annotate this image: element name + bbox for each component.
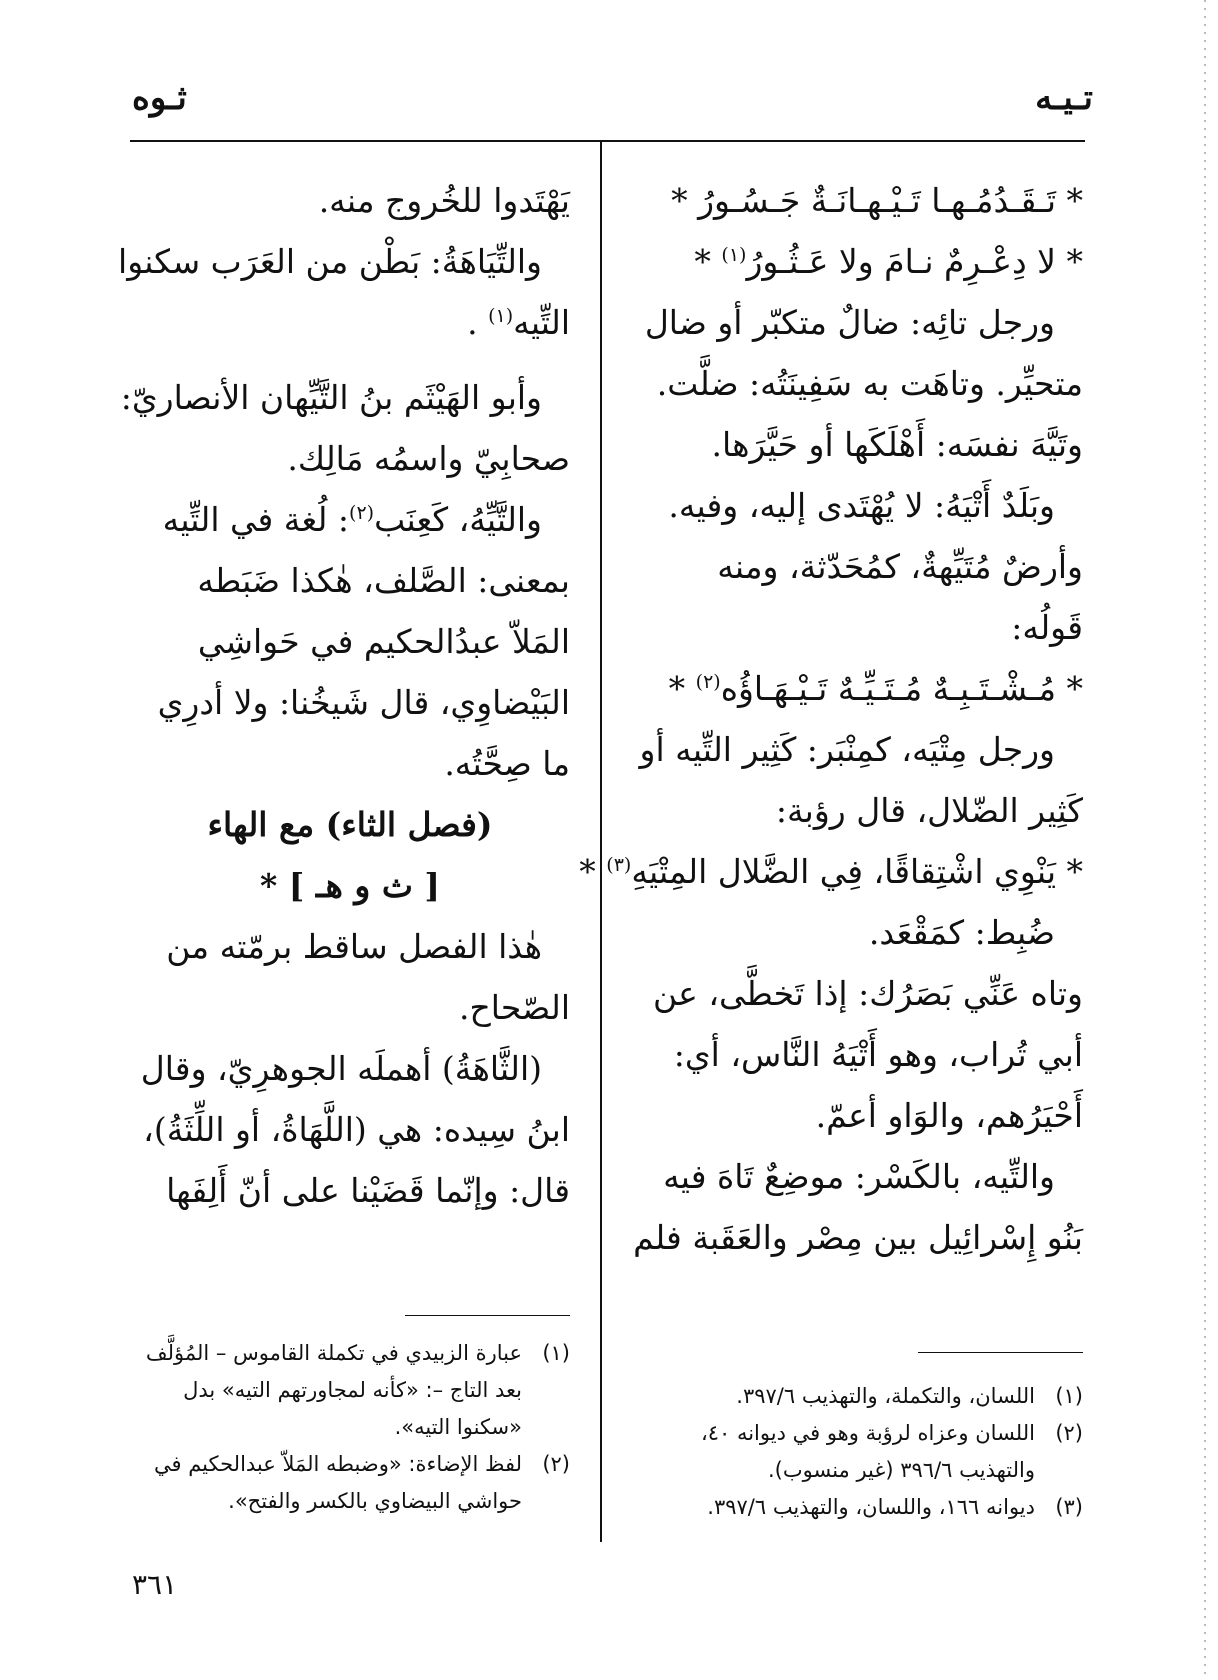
- footnote-ref: (٣): [606, 854, 632, 876]
- text-line: قَولُه:: [1011, 608, 1083, 647]
- text-line: المَلاّ عبدُالحكيم في حَواشِي: [197, 622, 570, 661]
- text-line: أبي تُراب، وهو أَتْيَهُ النَّاس، أي:: [673, 1035, 1083, 1074]
- verse-line: * لا دِعْـرِمٌ نـامَ ولا عَـثُـورُ$^{(١)}$ *: [694, 242, 1083, 281]
- text-line: والتَّيِّهُ، كَعِنَب$^{(٢)}$: لُغة في التِّيه: [162, 500, 542, 539]
- text-line: وأبو الهَيْثَم بنُ التَّيِّهان الأنصاريّ:: [120, 378, 542, 417]
- footnotes-left: [130, 1335, 570, 1520]
- text-line: يَهْتَدوا للخُروج منه.: [318, 181, 570, 220]
- text-line: متحيِّر. وتاهَت به سَفِينَتُه: ضلَّت.: [656, 364, 1083, 403]
- text-line: الصّحاح.: [459, 988, 570, 1027]
- text-line: ابنُ سِيده: هي (اللَّهَاةُ، أو اللِّثَةُ)،: [143, 1110, 570, 1149]
- page-number: ٣٦١: [132, 1568, 178, 1601]
- header-rule: [130, 140, 1085, 142]
- text-line: وأرضٌ مُتَيِّهةٌ، كمُحَدّثة، ومنه: [717, 547, 1083, 586]
- footnote-ref: (٢): [695, 671, 721, 693]
- text-line: أَحْيَرُهم، والوَاو أعمّ.: [815, 1096, 1083, 1135]
- footnote-ref: (٢): [349, 502, 375, 524]
- entry-heading: [ ث و هـ ] *: [259, 866, 440, 905]
- section-heading: (فصل الثاء) مع الهاء: [207, 805, 493, 844]
- footnote-rule-right: [918, 1352, 1083, 1353]
- text-line: وبَلَدٌ أَتْيَهُ: لا يُهْتَدى إليه، وفيه.: [668, 486, 1055, 525]
- running-header-right: تـيـه: [1035, 78, 1093, 118]
- text-line: ورجل مِتْيَه، كمِنْبَر: كَثِير التِّيه أو: [639, 730, 1055, 769]
- running-header-left: ثـوه: [132, 78, 187, 118]
- text-line: كَثِير الضّلال، قال رؤبة:: [775, 791, 1083, 830]
- text-line: ما صِحَّتُه.: [444, 744, 570, 783]
- text-line: البَيْضاوِي، قال شَيخُنا: ولا أدرِي: [157, 683, 570, 722]
- footnote-ref: (١): [721, 244, 747, 266]
- footnotes-right: [628, 1378, 1083, 1526]
- footnote: (١) اللسان، والتكملة، والتهذيب ٣٩٧/٦.: [736, 1384, 1083, 1408]
- text-line: وتَيَّهَ نفسَه: أَهْلَكَها أو حَيَّرَها.: [711, 425, 1083, 464]
- text-line: ورجل تائِه: ضالٌ متكبّر أو ضال: [644, 303, 1055, 342]
- right-column: [579, 170, 1083, 1268]
- text-line: قال: وإنّما قَضَيْنا على أنّ أَلِفَها: [166, 1171, 570, 1210]
- text-line: وتاه عَنِّي بَصَرُك: إذا تَخطَّى، عن: [653, 974, 1083, 1013]
- left-column: [118, 170, 570, 1221]
- text-line: بَنُو إِسْرائِيل بين مِصْر والعَقَبة فلم: [633, 1218, 1083, 1257]
- footnote-ref: (١): [488, 305, 514, 327]
- text-line: بمعنى: الصَّلف، هٰكذا ضَبَطه: [197, 561, 570, 600]
- text-line: (الثَّاهَةُ) أهملَه الجوهرِيّ، وقال: [140, 1049, 542, 1088]
- footnote: (٣) ديوانه ١٦٦، واللسان، والتهذيب ٣٩٧/٦.: [707, 1495, 1083, 1519]
- verse-line: * مُـشْـتَـبِـهٌ مُـتَـيِّـهٌ تَـيْـهَـاؤُه$^{(٢)}$ *: [668, 669, 1083, 708]
- footnote-rule-left: [405, 1315, 570, 1316]
- text-line: التِّيه$^{(١)}$ .: [467, 303, 570, 342]
- text-line: هٰذا الفصل ساقط برمّته من: [166, 927, 542, 966]
- verse-line: * تَـقَـدُمُـهـا تَـيْـهـانَـةٌ جَـسُـورُ *: [671, 181, 1083, 220]
- footnote: (١) عبارة الزبيدي في تكملة القاموس – المُؤلَّف بعد التاج –: «كأنه لمجاورتهم التيه» بدل «سكنوا التيه».: [145, 1341, 570, 1439]
- footnote: (٢) لفظ الإضاءة: «وضبطه المَلاّ عبدالحكيم في حواشي البيضاوي بالكسر والفتح».: [153, 1452, 570, 1513]
- text-line: ضُبِط: كمَقْعَد.: [868, 913, 1055, 952]
- text-line: والتِّيه، بالكَسْر: موضِعٌ تَاهَ فيه: [663, 1157, 1055, 1196]
- scan-edge-dots: [1204, 0, 1206, 1680]
- footnote: (٢) اللسان وعزاه لرؤبة وهو في ديوانه ٤٠، والتهذيب ٣٩٦/٦ (غير منسوب).: [700, 1421, 1083, 1482]
- verse-line: * يَنْوِي اشْتِقاقًا، فِي الضَّلال المِتْيَهِ$^{(٣)}$ *: [579, 852, 1083, 891]
- text-line: والتِّيَاهَةُ: بَطْن من العَرَب سكنوا: [118, 242, 542, 281]
- text-line: صحابِيّ واسمُه مَالِك.: [287, 439, 570, 478]
